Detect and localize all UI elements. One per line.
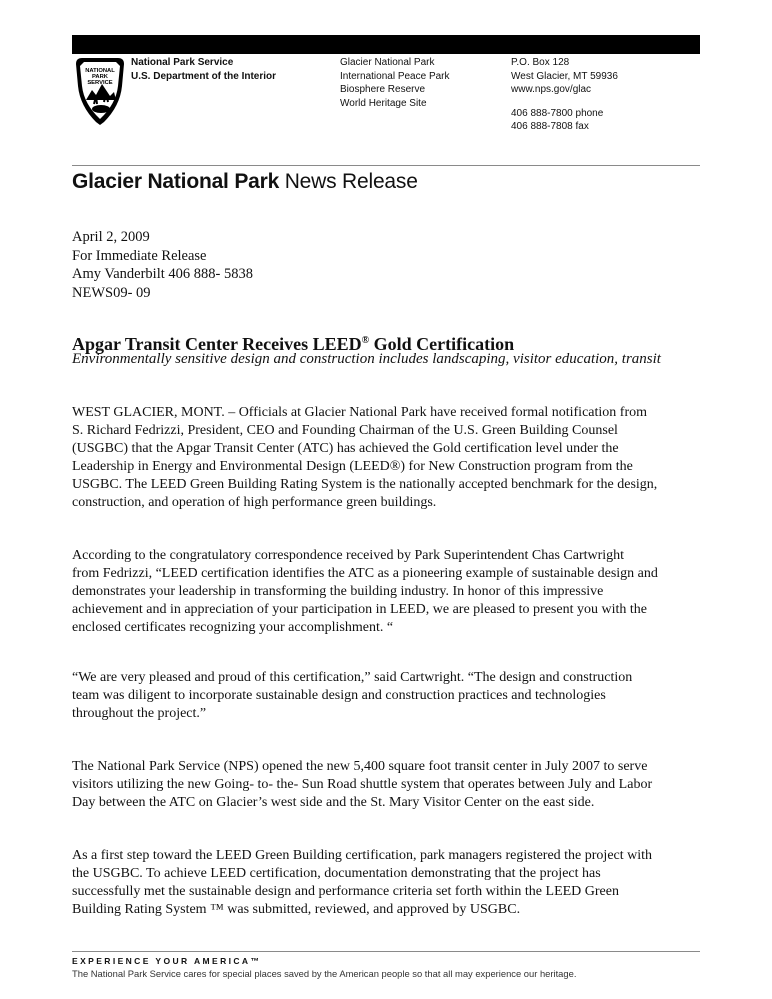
header-contact — [511, 56, 618, 134]
phone-number: 406 888-7800 phone — [511, 107, 604, 119]
paragraph-4: The National Park Service (NPS) opened the new 5,400 square foot transit center in July 2007 to serve visitors utilizing the new Going- to- the- Sun Road shuttle system that operates between July and Labor Day between the ATC on Glacier’s west side and the St. Mary Visitor Center on the east side. — [72, 759, 653, 810]
title-park-name: Glacier National Park — [72, 170, 280, 193]
address-line: P.O. Box 128 — [511, 57, 570, 68]
logo-text-service: SERVICE — [87, 80, 113, 86]
paragraph-1: WEST GLACIER, MONT. – Officials at Glacier National Park have received formal notification from S. Richard Fedrizzi, President, CEO and Founding Chairman of the U.S. Green Building Counsel (USGBC) that the Apgar Transit Center (ATC) has achieved the Gold certification level under the Leadership in Energy and Environmental Design (LEED®) for New Construction program from the USGBC. The LEED Green Building Rating System is the nationally accepted benchmark for the design, construction, and operation of high performance green buildings. — [72, 405, 658, 510]
headline: Apgar Transit Center Receives LEED® Gold Certification — [72, 334, 515, 354]
release-type: For Immediate Release — [72, 247, 207, 264]
header-black-bar — [72, 35, 700, 54]
page-title — [72, 168, 418, 196]
release-meta — [72, 228, 253, 302]
logo-text-park: PARK — [92, 74, 108, 80]
paragraph-3: “We are very pleased and proud of this certification,” said Cartwright. “The design and construction team was diligent to incorporate sustainable design and construction practices and technologies throughout the project.” — [72, 670, 633, 721]
park-line: Glacier National Park — [340, 57, 435, 68]
title-news-release: News Release — [284, 170, 418, 193]
agency-line: U.S. Department of the Interior — [131, 70, 277, 82]
park-line: World Heritage Site — [340, 97, 427, 109]
press-contact: Amy Vanderbilt 406 888- 5838 — [72, 266, 253, 282]
nps-arrowhead-logo-icon — [74, 56, 126, 126]
address-line: West Glacier, MT 59936 — [511, 70, 618, 82]
registered-mark: ® — [361, 335, 370, 346]
release-number: NEWS09- 09 — [72, 284, 151, 301]
fax-number: 406 888-7808 fax — [511, 121, 589, 133]
logo-text-national: NATIONAL — [85, 68, 115, 74]
footer-divider — [72, 951, 700, 952]
park-line: International Peace Park — [340, 70, 450, 82]
subheadline: Environmentally sensitive design and construction includes landscaping, visitor education, transit — [72, 351, 661, 367]
paragraph-2: According to the congratulatory correspondence received by Park Superintendent Chas Cartwright from Fedrizzi, “LEED certification identifies the ATC as a pioneering example of sustainable design and demonstrates your leadership in transforming the building industry. In honor of this impressive achievement and in appreciation of your participation in LEED, we are pleased to present you with the enclosed certificates recognizing your accomplishment. “ — [72, 548, 658, 635]
park-line: Biosphere Reserve — [340, 84, 426, 96]
footer-statement: The National Park Service cares for special places saved by the American people so that all may experience our heritage. — [72, 968, 577, 979]
release-date: April 2, 2009 — [72, 229, 150, 245]
header-agency — [131, 56, 276, 83]
website-link[interactable]: www.nps.gov/glac — [511, 84, 592, 96]
footer-tagline: EXPERIENCE YOUR AMERICA™ — [72, 956, 262, 966]
header-divider — [72, 165, 700, 166]
paragraph-5: As a first step toward the LEED Green Building certification, park managers registered the project with the USGBC. To achieve LEED certification, documentation demonstrating that the project has successfully met the sustainable design and performance criteria set forth within the LEED Green Building Rating System ™ was submitted, reviewed, and approved by USGBC. — [72, 848, 653, 917]
header-park — [340, 56, 450, 110]
agency-line: National Park Service — [131, 57, 234, 68]
